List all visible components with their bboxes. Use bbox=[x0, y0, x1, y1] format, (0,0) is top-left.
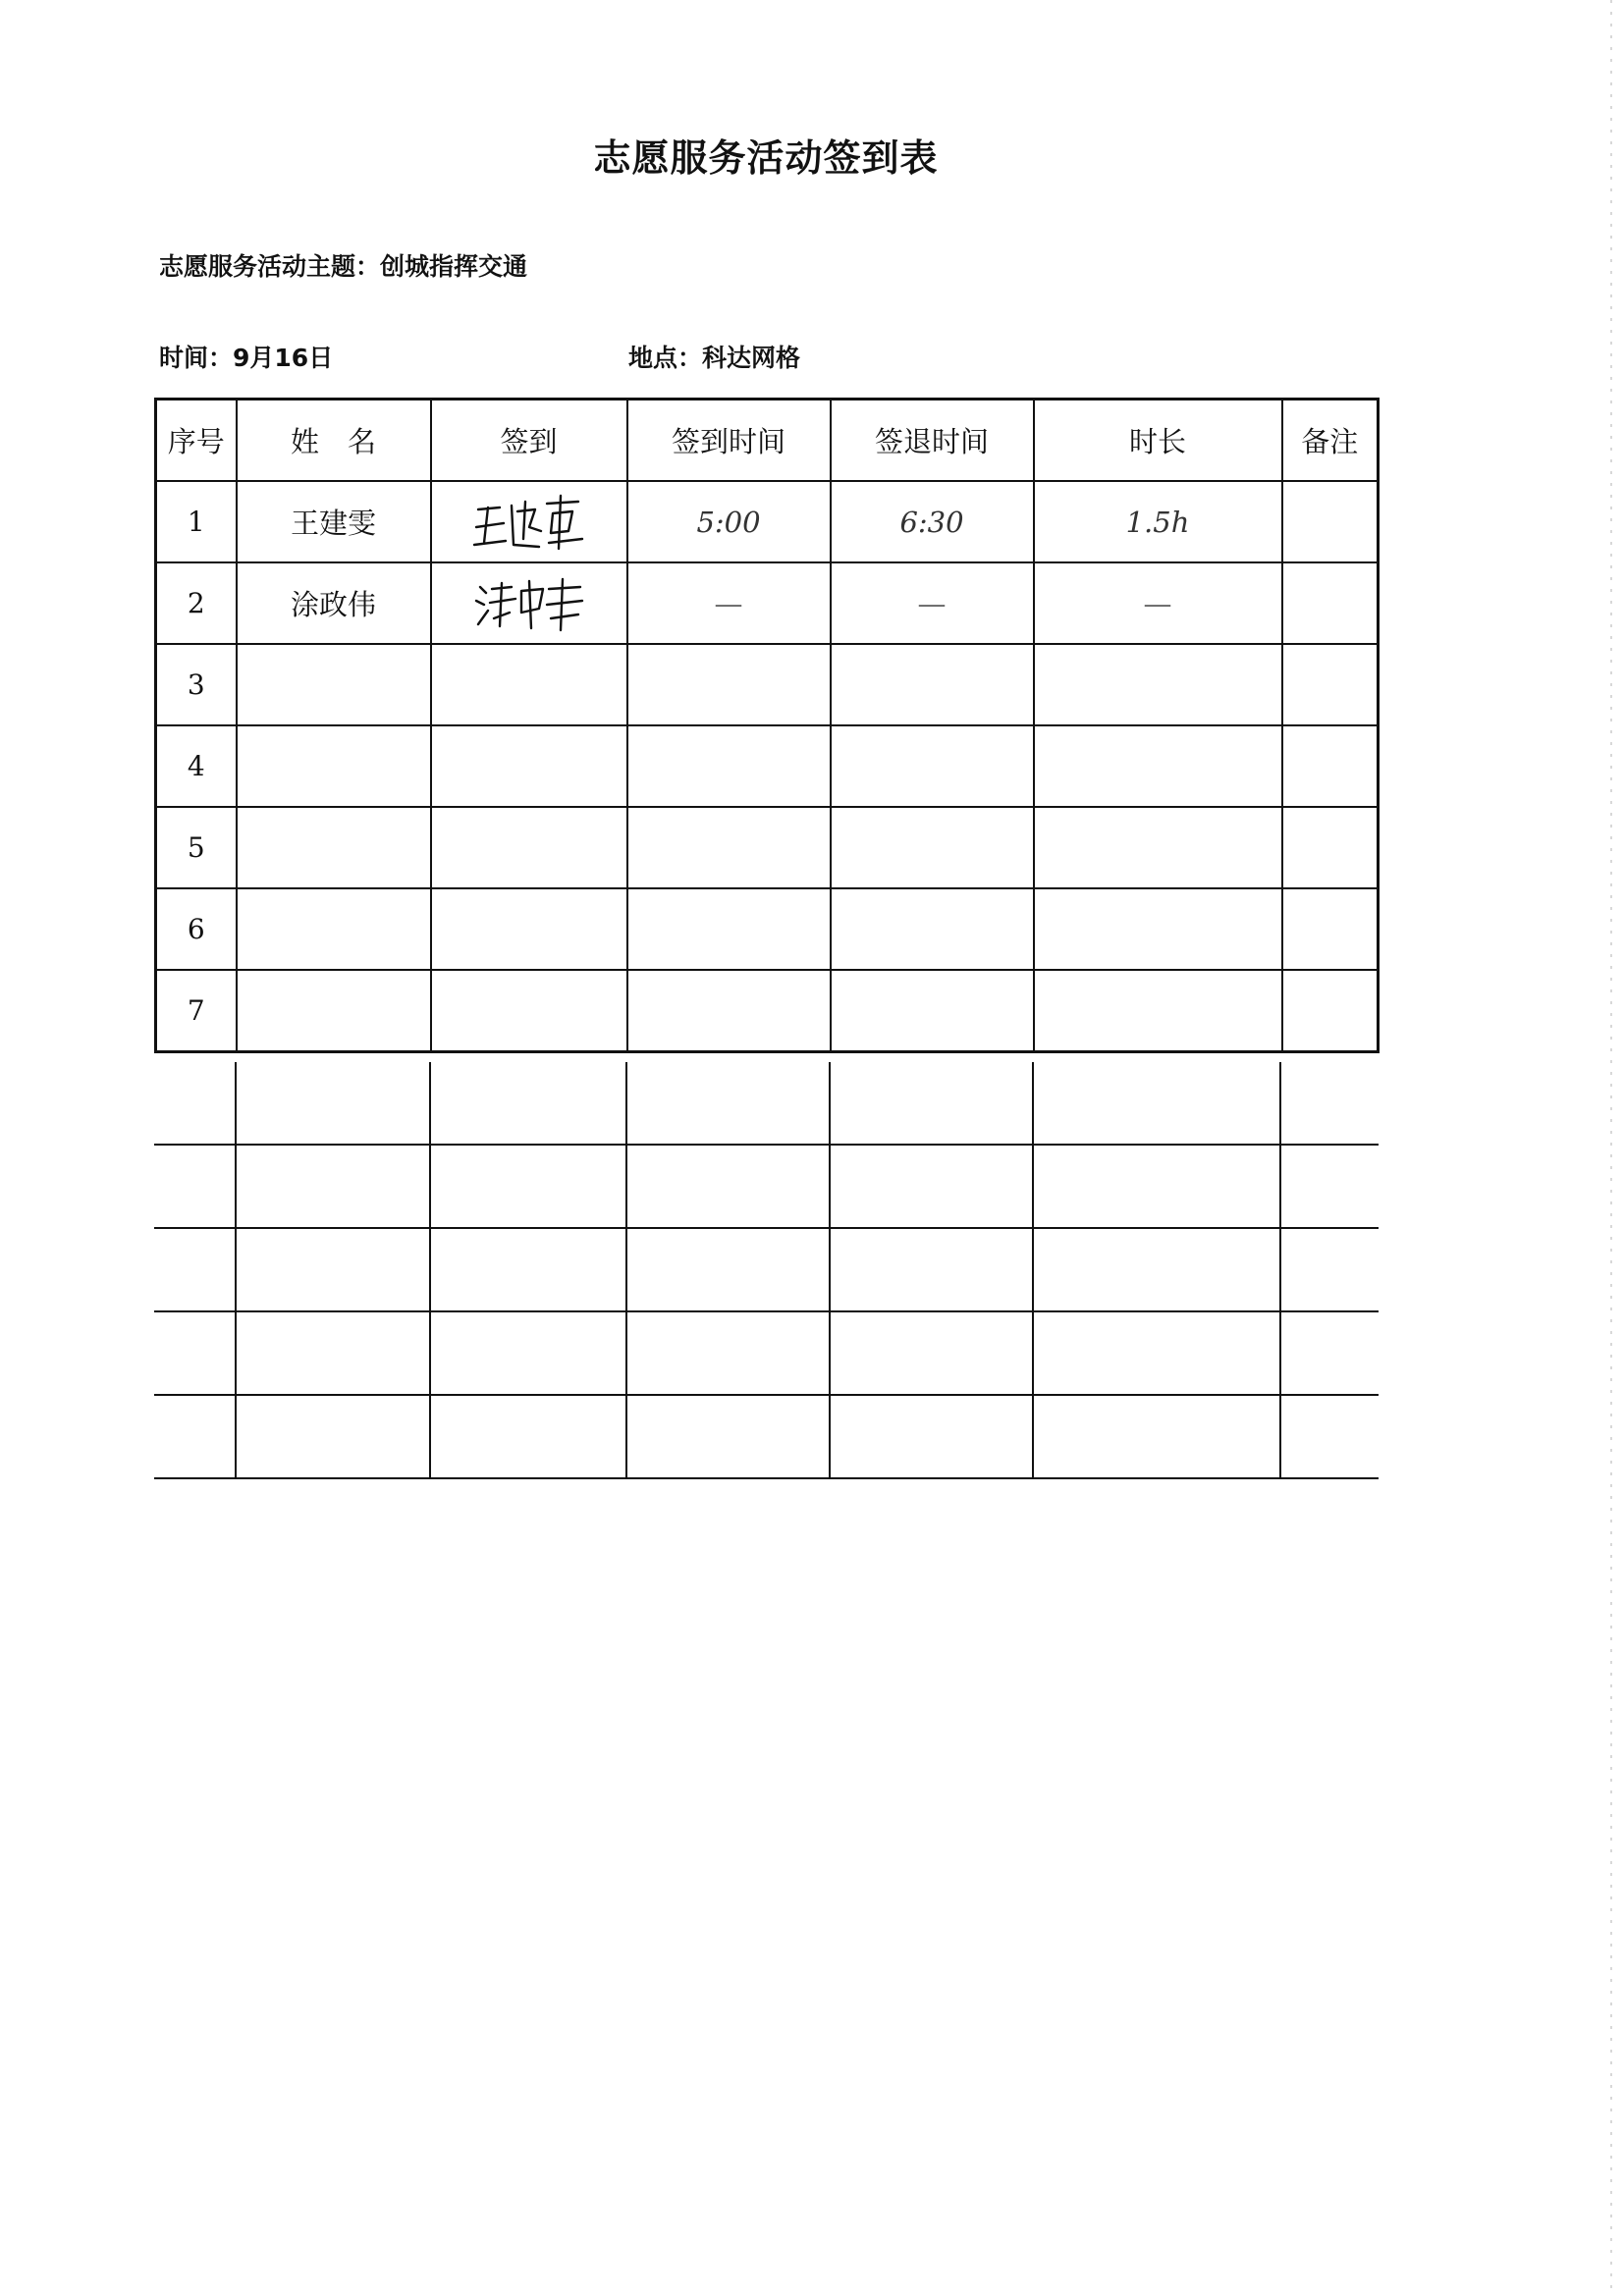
scan-edge-dots bbox=[1610, 0, 1612, 2296]
row-checkin-time bbox=[627, 807, 831, 888]
row-duration: 1.5h bbox=[1034, 481, 1282, 562]
row-note bbox=[1282, 970, 1379, 1052]
row-note bbox=[1282, 481, 1379, 562]
activity-theme-label: 志愿服务活动主题： bbox=[159, 252, 381, 281]
table-row bbox=[156, 807, 1379, 888]
row-signature bbox=[431, 970, 627, 1052]
row-note bbox=[1282, 888, 1379, 970]
row-checkout-time bbox=[831, 888, 1034, 970]
document-title: 志愿服务活动签到表 bbox=[593, 135, 939, 180]
row-signature bbox=[431, 725, 627, 807]
blank-row bbox=[154, 1062, 1379, 1145]
table-row bbox=[156, 562, 1379, 644]
row-duration bbox=[1034, 807, 1282, 888]
table-row bbox=[156, 481, 1379, 562]
row-no: 7 bbox=[156, 970, 237, 1052]
row-name: 涂政伟 bbox=[237, 562, 431, 644]
blank-row bbox=[154, 1395, 1379, 1478]
row-name bbox=[237, 888, 431, 970]
activity-theme bbox=[159, 247, 527, 283]
blank-row bbox=[154, 1145, 1379, 1228]
row-no: 1 bbox=[156, 481, 237, 562]
row-checkout-time bbox=[831, 970, 1034, 1052]
row-note bbox=[1282, 807, 1379, 888]
row-no: 5 bbox=[156, 807, 237, 888]
header-note: 备注 bbox=[1282, 400, 1379, 482]
row-checkout-time: — bbox=[831, 562, 1034, 644]
header-no: 序号 bbox=[156, 400, 237, 482]
row-name bbox=[237, 970, 431, 1052]
row-signature bbox=[431, 888, 627, 970]
handwritten-signature bbox=[431, 562, 627, 644]
activity-place-label: 地点： bbox=[628, 344, 703, 372]
handwritten-signature bbox=[431, 481, 627, 562]
row-duration bbox=[1034, 888, 1282, 970]
header-duration: 时长 bbox=[1034, 400, 1282, 482]
table-row bbox=[156, 725, 1379, 807]
activity-theme-value: 创城指挥交通 bbox=[380, 252, 528, 281]
blank-row bbox=[154, 1311, 1379, 1395]
activity-time-value: 9月16日 bbox=[233, 344, 334, 372]
header-checkin-time: 签到时间 bbox=[627, 400, 831, 482]
row-checkin-time: 5:00 bbox=[627, 481, 831, 562]
row-duration bbox=[1034, 644, 1282, 725]
row-note bbox=[1282, 644, 1379, 725]
row-signature bbox=[431, 807, 627, 888]
row-name bbox=[237, 807, 431, 888]
row-checkin-time bbox=[627, 888, 831, 970]
row-note bbox=[1282, 725, 1379, 807]
row-duration: — bbox=[1034, 562, 1282, 644]
activity-time bbox=[159, 339, 333, 374]
row-checkin-time: — bbox=[627, 562, 831, 644]
header-checkout-time: 签退时间 bbox=[831, 400, 1034, 482]
row-note bbox=[1282, 562, 1379, 644]
row-name bbox=[237, 644, 431, 725]
activity-place bbox=[628, 339, 800, 374]
row-no: 2 bbox=[156, 562, 237, 644]
row-signature bbox=[431, 644, 627, 725]
table-header-row bbox=[156, 400, 1379, 482]
signature-scribble bbox=[470, 488, 588, 557]
row-checkin-time bbox=[627, 725, 831, 807]
row-checkout-time: 6:30 bbox=[831, 481, 1034, 562]
row-checkin-time bbox=[627, 970, 831, 1052]
row-checkout-time bbox=[831, 807, 1034, 888]
table-row bbox=[156, 888, 1379, 970]
signature-scribble bbox=[470, 569, 588, 638]
row-no: 3 bbox=[156, 644, 237, 725]
row-duration bbox=[1034, 970, 1282, 1052]
header-signature: 签到 bbox=[431, 400, 627, 482]
row-checkout-time bbox=[831, 644, 1034, 725]
sign-in-table bbox=[154, 398, 1380, 1053]
blank-row bbox=[154, 1228, 1379, 1311]
row-no: 6 bbox=[156, 888, 237, 970]
row-name bbox=[237, 725, 431, 807]
table-row bbox=[156, 970, 1379, 1052]
table-row bbox=[156, 644, 1379, 725]
row-name: 王建雯 bbox=[237, 481, 431, 562]
row-checkin-time bbox=[627, 644, 831, 725]
blank-ruled-rows bbox=[154, 1062, 1379, 1479]
header-name: 姓 名 bbox=[237, 400, 431, 482]
row-checkout-time bbox=[831, 725, 1034, 807]
activity-place-value: 科达网格 bbox=[702, 344, 801, 372]
row-no: 4 bbox=[156, 725, 237, 807]
activity-time-label: 时间： bbox=[159, 344, 234, 372]
row-duration bbox=[1034, 725, 1282, 807]
